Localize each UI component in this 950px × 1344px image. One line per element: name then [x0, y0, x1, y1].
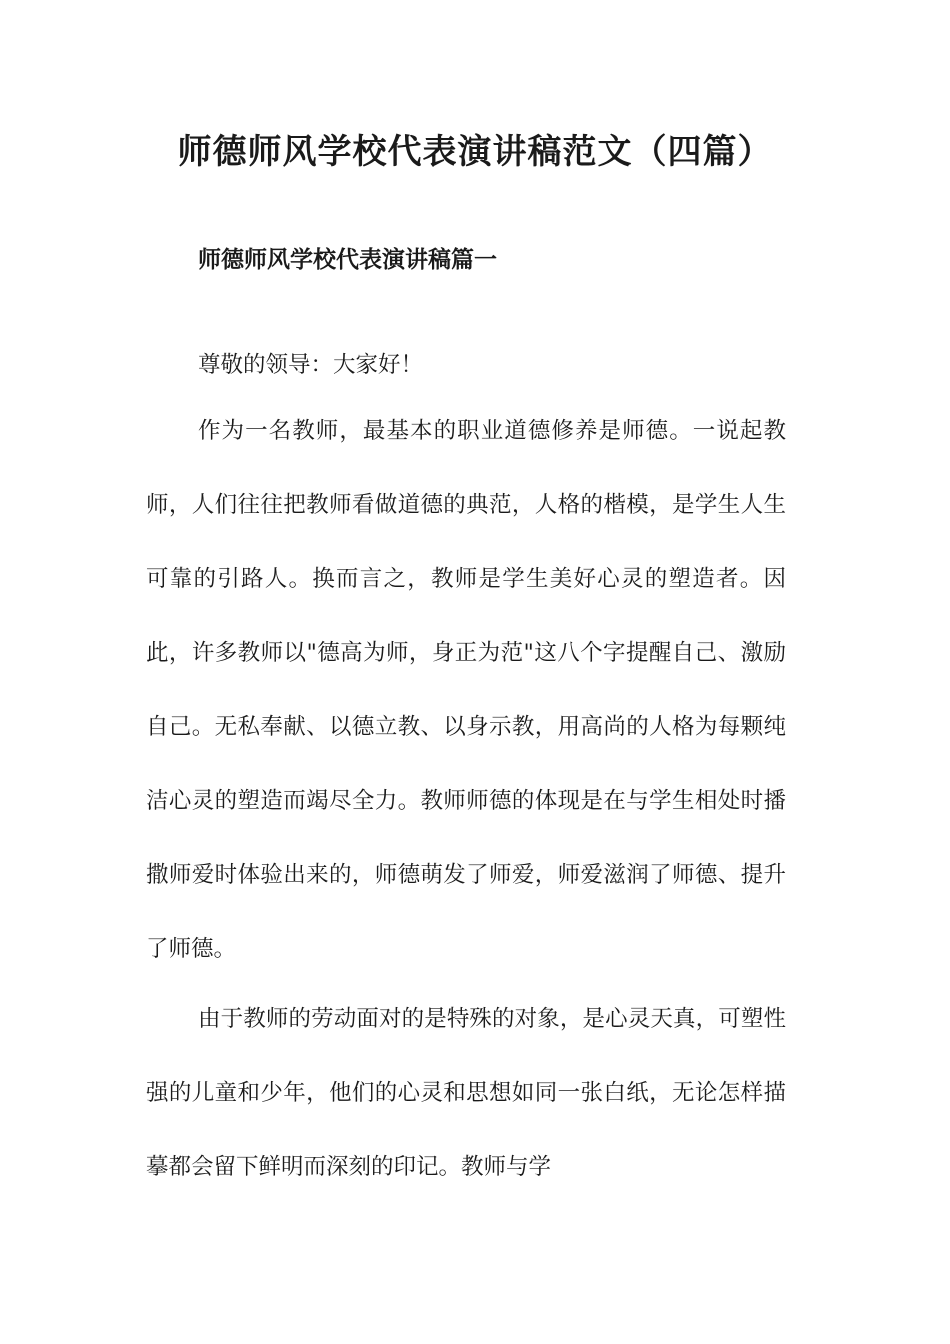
paragraph-1: 作为一名教师，最基本的职业道德修养是师德。一说起教师，人们往往把教师看做道德的典范，人格的楷模，是学生人生可靠的引路人。换而言之，教师是学生美好心灵的塑造者。因此，许多教师以"德高为师，身正为范"这八个字提醒自己、激励自己。无私奉献、以德立教、以身示教，用高尚的人格为每颗纯洁心灵的塑造而竭尽全力。教师师德的体现是在与学生相处时播撒师爱时体验出来的，师德萌发了师爱，师爱滋润了师德、提升了师德。 — [146, 418, 786, 962]
section-heading: 师德师风学校代表演讲稿篇一 — [198, 247, 497, 273]
salutation: 尊敬的领导：大家好！ — [198, 352, 424, 378]
paragraph-2: 由于教师的劳动面对的是特殊的对象，是心灵天真，可塑性强的儿童和少年，他们的心灵和思想如同一张白纸，无论怎样描摹都会留下鲜明而深刻的印记。教师与学 — [146, 1006, 786, 1180]
document-title: 师德师风学校代表演讲稿范文（四篇） — [177, 132, 773, 172]
